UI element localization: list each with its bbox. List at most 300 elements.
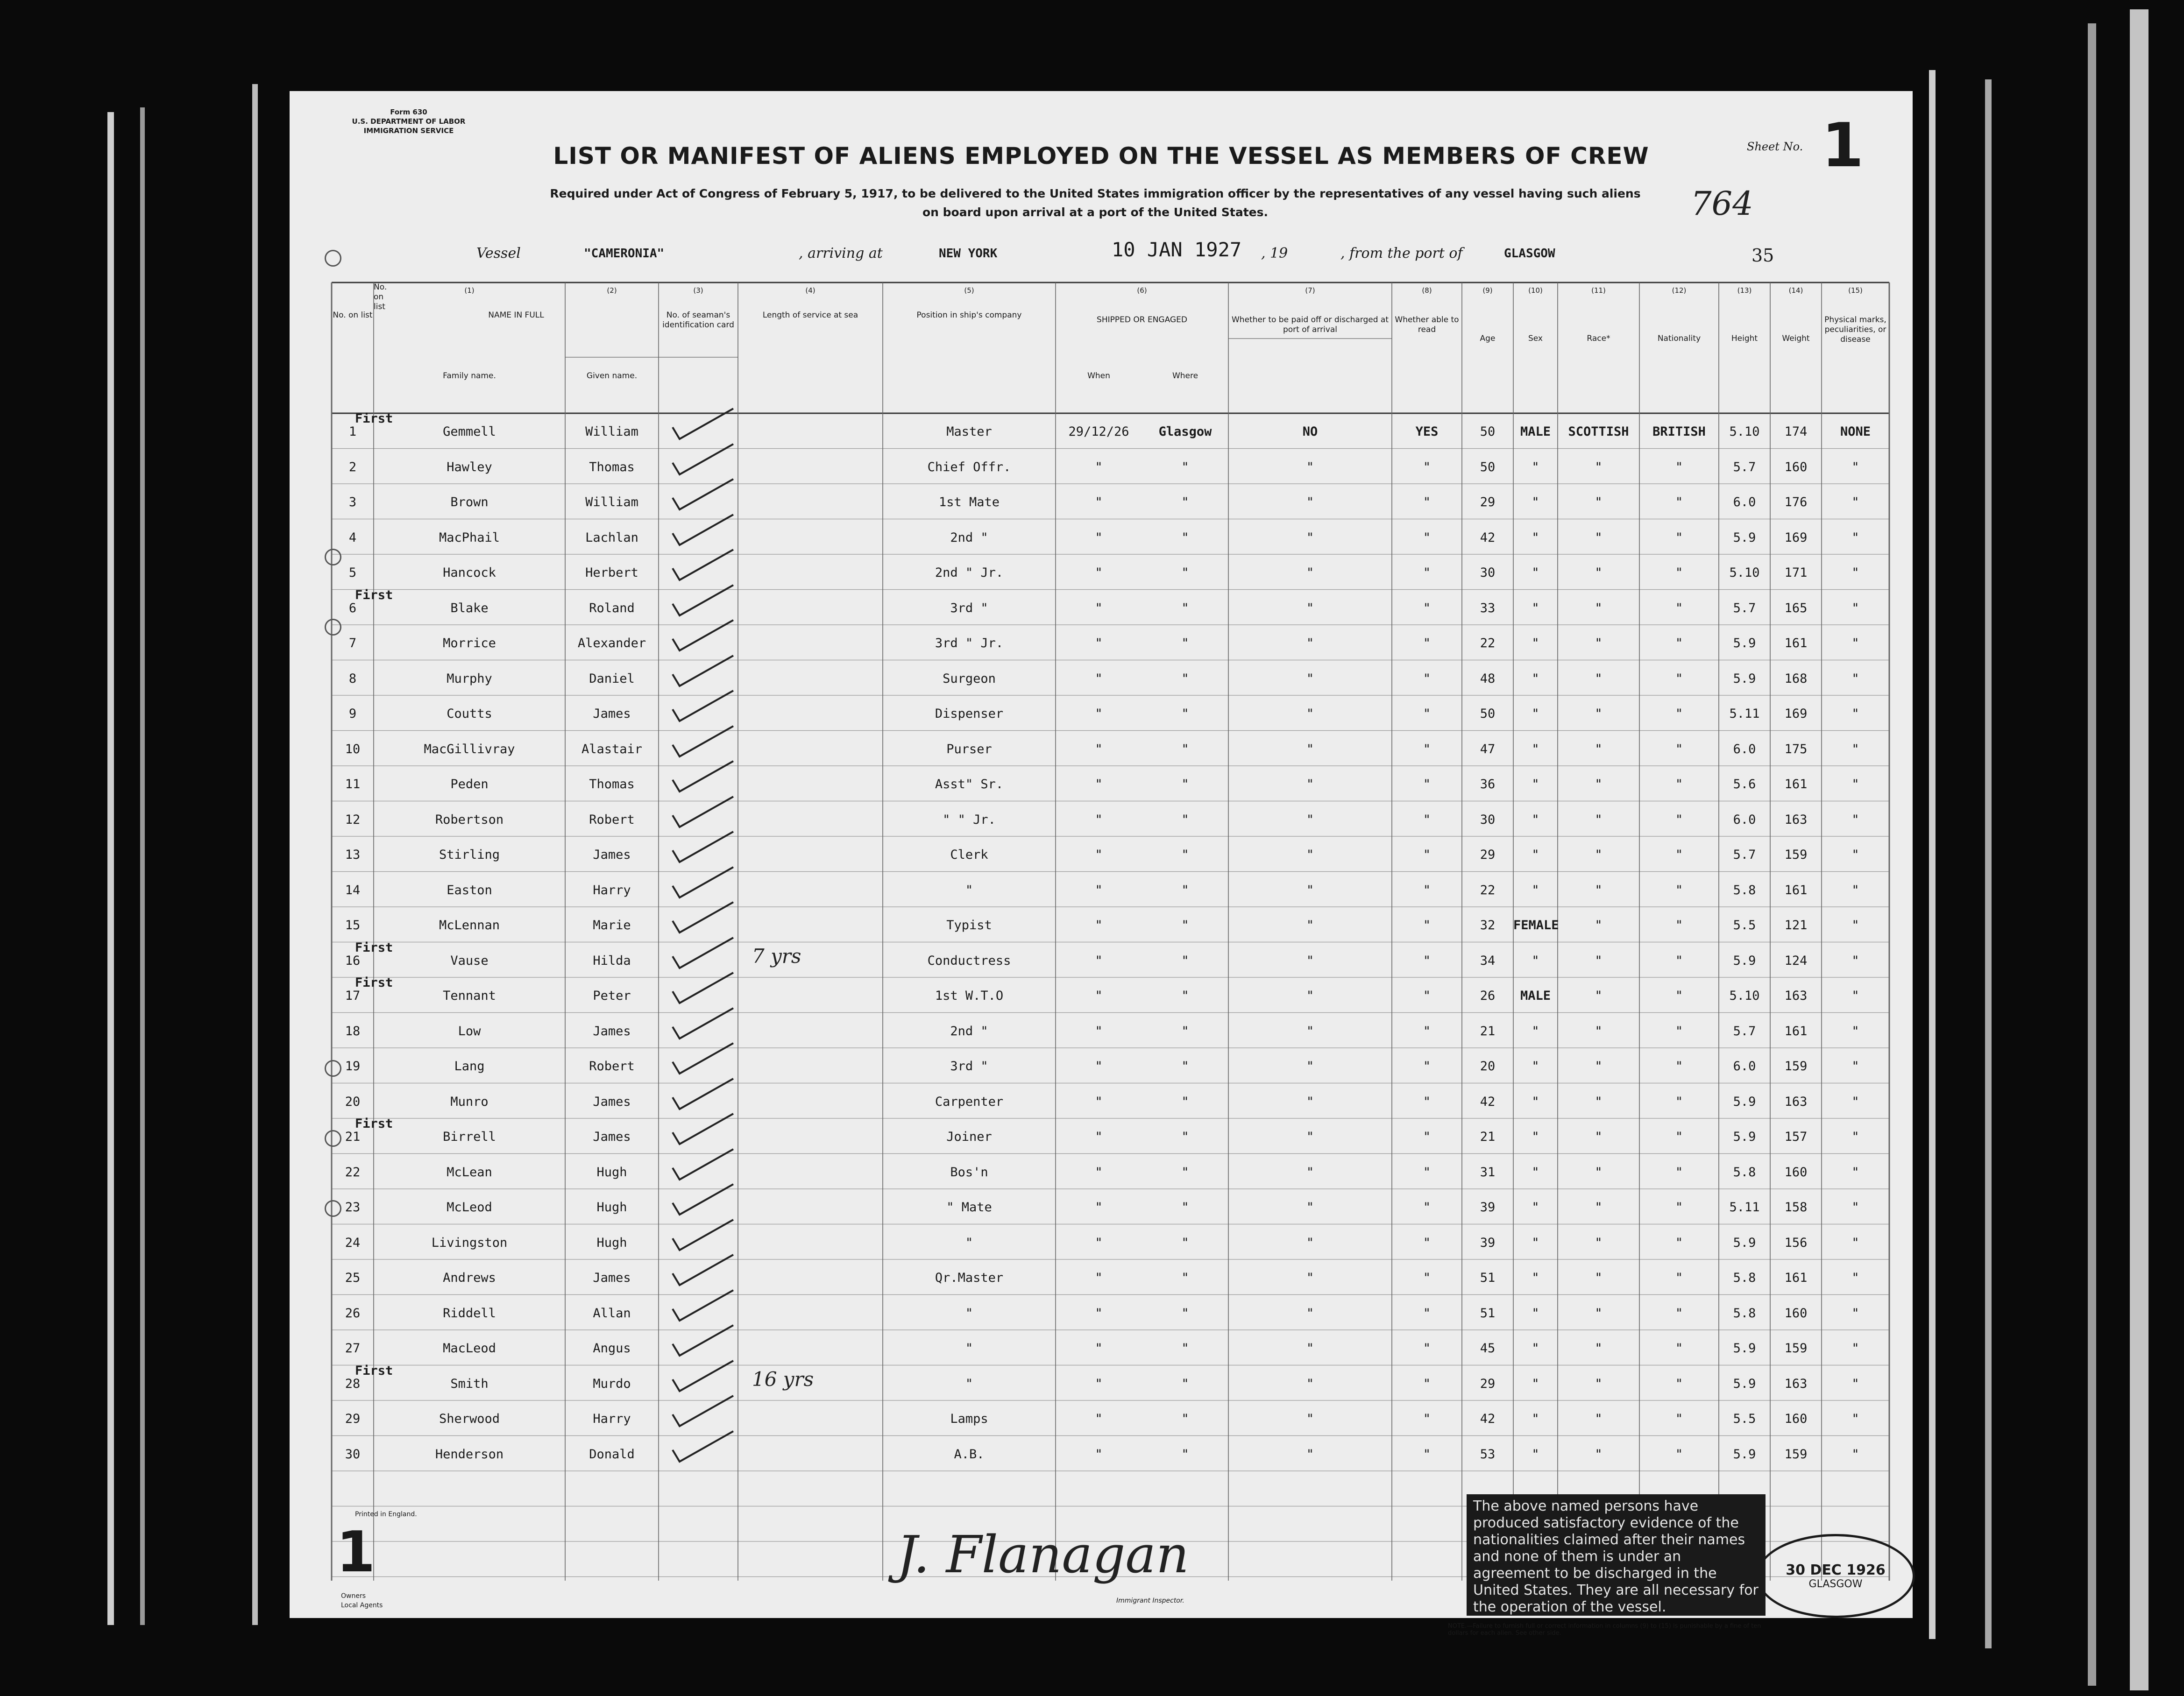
cell-position: A.B.: [954, 1447, 985, 1462]
cell-able-to-read: ": [1423, 1059, 1431, 1074]
cell-shipped-where: ": [1181, 565, 1189, 580]
cell-paid-off: ": [1306, 848, 1314, 862]
cell-able-to-read: ": [1423, 777, 1431, 791]
cell-family-name: Easton: [447, 883, 492, 897]
cell-age: 53: [1480, 1447, 1496, 1462]
cell-shipped-where: ": [1181, 1235, 1189, 1250]
cell-given-name: Roland: [589, 601, 635, 615]
cell-shipped-where: ": [1181, 1059, 1189, 1074]
cell-nationality: ": [1675, 530, 1683, 545]
cell-age: 42: [1480, 530, 1496, 545]
subtitle-line-1: Required under Act of Congress of February 5, 1917, to be delivered to the United States immigration officer by the representatives of any vessel having such aliens: [550, 187, 1641, 200]
cell-given-name: Hugh: [596, 1200, 627, 1215]
department-line: U.S. DEPARTMENT OF LABOR: [352, 117, 466, 126]
cell-given-name: Robert: [589, 812, 635, 827]
table-row: [332, 1365, 1889, 1401]
cell-able-to-read: ": [1423, 671, 1431, 686]
cell-position: Joiner: [946, 1130, 992, 1144]
cell-race: ": [1595, 1024, 1603, 1039]
column-header-given-name: Given name.: [586, 371, 638, 381]
cell-physical-marks: ": [1851, 1165, 1859, 1180]
cell-given-name: Angus: [593, 1341, 631, 1356]
cell-nationality: ": [1675, 636, 1683, 650]
cell-shipped-where: ": [1181, 1094, 1189, 1109]
checkmark-stroke: [673, 867, 733, 897]
cell-age: 32: [1480, 918, 1496, 933]
column-number: (12): [1672, 286, 1687, 295]
column-header-family-name: Family name.: [443, 371, 496, 381]
cell-family-name: Low: [458, 1024, 481, 1039]
cell-race: ": [1595, 636, 1603, 650]
cell-family-name: McLeod: [447, 1200, 492, 1215]
first-voyage-mark: First: [355, 587, 393, 602]
cell-able-to-read: YES: [1415, 424, 1439, 439]
cell-able-to-read: ": [1423, 1235, 1431, 1250]
round-stamp: [1756, 1534, 1915, 1618]
table-row: [332, 660, 1889, 696]
cell-position: Conductress: [927, 953, 1011, 968]
cell-able-to-read: ": [1423, 1341, 1431, 1356]
cell-shipped-where: ": [1181, 1165, 1189, 1180]
cell-row-number: 3: [348, 495, 357, 509]
cell-position: ": [965, 1306, 973, 1321]
cell-shipped-when: ": [1095, 1376, 1103, 1391]
cell-family-name: MacGillivray: [424, 742, 515, 756]
checkmark-stroke: [673, 832, 733, 862]
cell-nationality: ": [1675, 1376, 1683, 1391]
cell-physical-marks: ": [1851, 1447, 1859, 1462]
cell-row-number: 1: [348, 424, 357, 439]
cell-able-to-read: ": [1423, 1271, 1431, 1285]
cell-sex: ": [1532, 848, 1539, 862]
cell-race: ": [1595, 601, 1603, 615]
first-voyage-mark: First: [355, 1363, 393, 1378]
cell-age: 22: [1480, 883, 1496, 897]
cell-able-to-read: ": [1423, 1447, 1431, 1462]
cell-able-to-read: ": [1423, 495, 1431, 509]
column-header-id-card: No. of seaman's identification card: [662, 311, 734, 330]
round-stamp-date: 30 DEC 1926: [1786, 1562, 1886, 1578]
checkmark-icon: [668, 1083, 747, 1118]
checkmark-stroke: [673, 1220, 733, 1250]
cell-shipped-when: ": [1095, 1165, 1103, 1180]
cell-sex: ": [1532, 777, 1539, 791]
cell-shipped-when: ": [1095, 742, 1103, 756]
cell-sex: ": [1532, 495, 1539, 509]
cell-age: 42: [1480, 1094, 1496, 1109]
table-row: [332, 587, 1889, 625]
from-port: GLASGOW: [1504, 247, 1555, 261]
cell-given-name: James: [593, 1271, 631, 1285]
cell-position: Master: [946, 424, 992, 439]
table-row: [332, 1048, 1889, 1083]
cell-physical-marks: ": [1851, 565, 1859, 580]
cell-given-name: Donald: [589, 1447, 635, 1462]
checkmark-stroke: [673, 550, 733, 580]
column-number: (14): [1788, 286, 1803, 295]
cell-able-to-read: ": [1423, 1130, 1431, 1144]
cell-height: 5.9: [1733, 1376, 1756, 1391]
cell-row-number: 26: [345, 1306, 361, 1321]
cell-shipped-when: ": [1095, 1235, 1103, 1250]
cell-able-to-read: ": [1423, 742, 1431, 756]
checkmark-stroke: [673, 409, 733, 439]
cell-able-to-read: ": [1423, 1412, 1431, 1426]
cell-row-number: 21: [345, 1130, 361, 1144]
cell-physical-marks: ": [1851, 1200, 1859, 1215]
vessel-name: "CAMERONIA": [584, 247, 665, 261]
column-number: (5): [964, 286, 974, 295]
first-voyage-mark: First: [355, 411, 393, 426]
column-header-weight: Weight: [1782, 334, 1810, 343]
cell-age: 26: [1480, 989, 1496, 1003]
form-number: Form 630: [390, 108, 427, 116]
column-header-paid-off: Whether to be paid off or discharged at port of arrival: [1231, 315, 1389, 334]
cell-height: 5.9: [1733, 953, 1756, 968]
cell-weight: 163: [1784, 1094, 1808, 1109]
cell-shipped-when: ": [1095, 1412, 1103, 1426]
column-header-position: Position in ship's company: [916, 311, 1022, 320]
page-edge-right-2: [1985, 79, 1992, 1648]
cell-physical-marks: ": [1851, 1341, 1859, 1356]
checkmark-icon: [668, 907, 747, 942]
cell-paid-off: ": [1306, 883, 1314, 897]
cell-shipped-where: ": [1181, 777, 1189, 791]
cell-height: 5.9: [1733, 636, 1756, 650]
cell-physical-marks: ": [1851, 1235, 1859, 1250]
cell-height: 5.7: [1733, 601, 1756, 615]
checkmark-stroke: [673, 1114, 733, 1144]
cell-nationality: ": [1675, 918, 1683, 933]
cell-family-name: Hawley: [447, 459, 492, 474]
cell-age: 30: [1480, 565, 1496, 580]
cell-shipped-when: 29/12/26: [1068, 424, 1129, 439]
checkmark-icon: [668, 1048, 747, 1083]
cell-nationality: ": [1675, 601, 1683, 615]
cell-weight: 159: [1784, 1341, 1808, 1356]
cell-given-name: Herbert: [585, 565, 638, 580]
cell-position: " Mate: [946, 1200, 992, 1215]
cell-physical-marks: ": [1851, 1059, 1859, 1074]
cell-shipped-when: ": [1095, 953, 1103, 968]
cell-given-name: Alexander: [577, 636, 646, 650]
cell-weight: 169: [1784, 530, 1808, 545]
cell-given-name: Thomas: [589, 777, 635, 791]
cell-row-number: 25: [345, 1271, 361, 1285]
checkmark-stroke: [673, 726, 733, 756]
cell-height: 5.8: [1733, 1306, 1756, 1321]
table-row: [332, 977, 1889, 1013]
cell-age: 51: [1480, 1306, 1496, 1321]
cell-physical-marks: ": [1851, 777, 1859, 791]
cell-height: 6.0: [1733, 742, 1756, 756]
arriving-port: NEW YORK: [939, 247, 998, 261]
cell-shipped-when: ": [1095, 636, 1103, 650]
cell-sex: ": [1532, 1447, 1539, 1462]
cell-paid-off: ": [1306, 1130, 1314, 1144]
cell-physical-marks: ": [1851, 636, 1859, 650]
cell-sex: ": [1532, 1024, 1539, 1039]
cell-race: ": [1595, 1412, 1603, 1426]
cell-family-name: Tennant: [443, 989, 496, 1003]
table-row: [332, 1013, 1889, 1048]
cell-position: Chief Offr.: [927, 459, 1011, 474]
cell-paid-off: ": [1306, 812, 1314, 827]
cell-physical-marks: ": [1851, 918, 1859, 933]
cell-family-name: Riddell: [443, 1306, 496, 1321]
checkmark-icon: [668, 1189, 747, 1224]
cell-family-name: Livingston: [431, 1235, 508, 1250]
cell-weight: 161: [1784, 883, 1808, 897]
cell-race: ": [1595, 671, 1603, 686]
cell-row-number: 30: [345, 1447, 361, 1462]
column-number: (6): [1137, 286, 1147, 295]
page-edge-left-3: [252, 84, 258, 1625]
cell-family-name: Blake: [450, 601, 489, 615]
cell-given-name: Harry: [593, 883, 631, 897]
cell-height: 5.9: [1733, 1235, 1756, 1250]
first-voyage-mark: First: [355, 1117, 393, 1131]
cell-physical-marks: ": [1851, 812, 1859, 827]
cell-able-to-read: ": [1423, 565, 1431, 580]
table-row: [332, 1154, 1889, 1189]
cell-paid-off: ": [1306, 601, 1314, 615]
cell-given-name: Hugh: [596, 1235, 627, 1250]
cell-position: Asst" Sr.: [935, 777, 1004, 791]
cell-paid-off: ": [1306, 989, 1314, 1003]
cell-given-name: James: [593, 1024, 631, 1039]
checkmark-stroke: [673, 1255, 733, 1285]
cell-shipped-when: ": [1095, 1341, 1103, 1356]
cell-shipped-when: ": [1095, 777, 1103, 791]
checkmark-stroke: [673, 1043, 733, 1074]
cell-age: 50: [1480, 459, 1496, 474]
cell-race: ": [1595, 530, 1603, 545]
checkmark-icon: [668, 1013, 747, 1048]
cell-nationality: ": [1675, 671, 1683, 686]
cell-family-name: Hancock: [443, 565, 496, 580]
table-row: [332, 1189, 1889, 1224]
cell-row-number: 13: [345, 848, 361, 862]
cell-age: 45: [1480, 1341, 1496, 1356]
cell-able-to-read: ": [1423, 1376, 1431, 1391]
cell-nationality: ": [1675, 1200, 1683, 1215]
cell-age: 50: [1480, 424, 1496, 439]
cell-physical-marks: ": [1851, 459, 1859, 474]
checkmark-icon: [668, 836, 747, 871]
column-number: (4): [805, 286, 815, 295]
checkmark-icon: [668, 731, 747, 766]
cell-weight: 159: [1784, 1059, 1808, 1074]
cell-race: ": [1595, 495, 1603, 509]
cell-row-number: 22: [345, 1165, 361, 1180]
cell-nationality: ": [1675, 565, 1683, 580]
cell-physical-marks: ": [1851, 848, 1859, 862]
cell-height: 5.10: [1729, 424, 1760, 439]
checkmark-stroke: [673, 1008, 733, 1039]
cell-shipped-where: ": [1181, 812, 1189, 827]
cell-shipped-when: ": [1095, 1024, 1103, 1039]
cell-physical-marks: ": [1851, 601, 1859, 615]
checkmark-icon: [668, 695, 747, 730]
cell-able-to-read: ": [1423, 989, 1431, 1003]
cell-family-name: Lang: [454, 1059, 485, 1074]
cell-position: ": [965, 1376, 973, 1391]
cell-shipped-where: ": [1181, 1447, 1189, 1462]
table-row: [332, 1118, 1889, 1154]
column-number: (2): [607, 286, 617, 295]
cell-family-name: Peden: [450, 777, 489, 791]
cell-sex: FEMALE: [1513, 918, 1559, 933]
cell-paid-off: ": [1306, 953, 1314, 968]
column-header-able-read: Whether able to read: [1395, 315, 1459, 334]
cell-shipped-where: ": [1181, 1200, 1189, 1215]
cell-paid-off: ": [1306, 530, 1314, 545]
cell-row-number: 14: [345, 883, 361, 897]
cell-sex: ": [1532, 953, 1539, 968]
table-row: [332, 731, 1889, 766]
cell-age: 36: [1480, 777, 1496, 791]
cell-age: 22: [1480, 636, 1496, 650]
cell-nationality: BRITISH: [1652, 424, 1706, 439]
checkmark-stroke: [673, 902, 733, 933]
cell-nationality: ": [1675, 1165, 1683, 1180]
cell-physical-marks: ": [1851, 1271, 1859, 1285]
cell-position: Bos'n: [950, 1165, 988, 1180]
cell-paid-off: NO: [1302, 424, 1318, 439]
cell-position: Surgeon: [943, 671, 996, 686]
cell-age: 42: [1480, 1412, 1496, 1426]
checkmark-icon: [668, 625, 747, 660]
cell-able-to-read: ": [1423, 883, 1431, 897]
cell-given-name: William: [585, 424, 638, 439]
cell-row-number: 4: [348, 530, 357, 545]
cell-family-name: Sherwood: [439, 1412, 500, 1426]
cell-race: ": [1595, 459, 1603, 474]
cell-race: ": [1595, 883, 1603, 897]
column-header-name-in-full: NAME IN FULL: [488, 311, 544, 320]
cell-nationality: ": [1675, 1306, 1683, 1321]
cell-given-name: William: [585, 495, 638, 509]
cell-row-number: 12: [345, 812, 361, 827]
cell-row-number: 24: [345, 1235, 361, 1250]
cell-race: ": [1595, 1130, 1603, 1144]
column-number: (9): [1482, 286, 1493, 295]
cell-age: 30: [1480, 812, 1496, 827]
cell-paid-off: ": [1306, 1376, 1314, 1391]
cell-shipped-when: ": [1095, 1447, 1103, 1462]
cell-height: 5.9: [1733, 530, 1756, 545]
cell-physical-marks: ": [1851, 989, 1859, 1003]
cell-nationality: ": [1675, 883, 1683, 897]
cell-given-name: Lachlan: [585, 530, 638, 545]
page-edge-left-2: [140, 107, 145, 1625]
cell-shipped-where: ": [1181, 1024, 1189, 1039]
cell-position: 2nd ": [950, 1024, 988, 1039]
column-number: (1): [464, 286, 475, 295]
cell-given-name: Murdo: [593, 1376, 631, 1391]
manifest-page: [290, 91, 1913, 1637]
cell-given-name: James: [593, 1094, 631, 1109]
table-row: [332, 872, 1889, 907]
cell-position: ": [965, 1341, 973, 1356]
cell-sex: ": [1532, 1165, 1539, 1180]
cell-nationality: ": [1675, 1094, 1683, 1109]
cell-family-name: Andrews: [443, 1271, 496, 1285]
table-row: [332, 801, 1889, 837]
cell-height: 5.9: [1733, 1447, 1756, 1462]
cell-age: 34: [1480, 953, 1496, 968]
cell-shipped-when: ": [1095, 707, 1103, 721]
cell-nationality: ": [1675, 1341, 1683, 1356]
cell-shipped-where: ": [1181, 1130, 1189, 1144]
cell-able-to-read: ": [1423, 459, 1431, 474]
cell-weight: 157: [1784, 1130, 1808, 1144]
cell-given-name: Hilda: [593, 953, 631, 968]
cell-sex: ": [1532, 1412, 1539, 1426]
cell-height: 5.9: [1733, 1130, 1756, 1144]
checkmark-icon: [668, 977, 747, 1012]
service-line: IMMIGRATION SERVICE: [363, 127, 454, 135]
cell-physical-marks: ": [1851, 1130, 1859, 1144]
vessel-label: Vessel: [476, 245, 521, 261]
checkmark-stroke: [673, 515, 733, 545]
cell-shipped-when: ": [1095, 848, 1103, 862]
checkmark-icon: [668, 1400, 747, 1435]
cell-race: ": [1595, 777, 1603, 791]
cell-physical-marks: ": [1851, 671, 1859, 686]
punch-hole: [325, 549, 341, 565]
cell-age: 39: [1480, 1200, 1496, 1215]
cell-age: 33: [1480, 601, 1496, 615]
cell-weight: 171: [1784, 565, 1808, 580]
cell-height: 5.7: [1733, 1024, 1756, 1039]
cell-physical-marks: ": [1851, 495, 1859, 509]
cell-shipped-where: ": [1181, 742, 1189, 756]
declaration-stamp: The above named persons have produced satisfactory evidence of the nationalities claimed after their names and none of them is under an agreement to be discharged in the United States. They are all necessary for the operation of the vessel.: [1467, 1494, 1766, 1616]
cell-row-number: 28: [345, 1376, 361, 1391]
cell-nationality: ": [1675, 1059, 1683, 1074]
table-row: [332, 484, 1889, 519]
checkmark-icon: [668, 801, 747, 836]
cell-shipped-where: Glasgow: [1158, 424, 1212, 439]
cell-weight: 174: [1784, 424, 1808, 439]
cell-age: 39: [1480, 1235, 1496, 1250]
cell-able-to-read: ": [1423, 848, 1431, 862]
cell-position: Purser: [946, 742, 992, 756]
cell-sex: ": [1532, 883, 1539, 897]
cell-paid-off: ": [1306, 1447, 1314, 1462]
cell-shipped-where: ": [1181, 989, 1189, 1003]
cell-shipped-when: ": [1095, 671, 1103, 686]
footer-big-number: 1: [336, 1520, 376, 1585]
table-row: [332, 1083, 1889, 1119]
printed-note: Printed in England.: [355, 1511, 417, 1518]
punch-hole: [325, 1200, 341, 1217]
cell-family-name: Gemmell: [443, 424, 496, 439]
checkmark-icon: [668, 942, 747, 977]
table-row: [332, 625, 1889, 660]
table-row: [332, 449, 1889, 484]
cell-position: 3rd " Jr.: [935, 636, 1004, 650]
checkmark-stroke: [673, 1396, 733, 1426]
checkmark-stroke: [673, 691, 733, 721]
cell-position: 3rd ": [950, 601, 988, 615]
inspector-label: Immigrant Inspector.: [1116, 1597, 1184, 1604]
cell-age: 31: [1480, 1165, 1496, 1180]
cell-family-name: Morrice: [443, 636, 496, 650]
cell-weight: 165: [1784, 601, 1808, 615]
